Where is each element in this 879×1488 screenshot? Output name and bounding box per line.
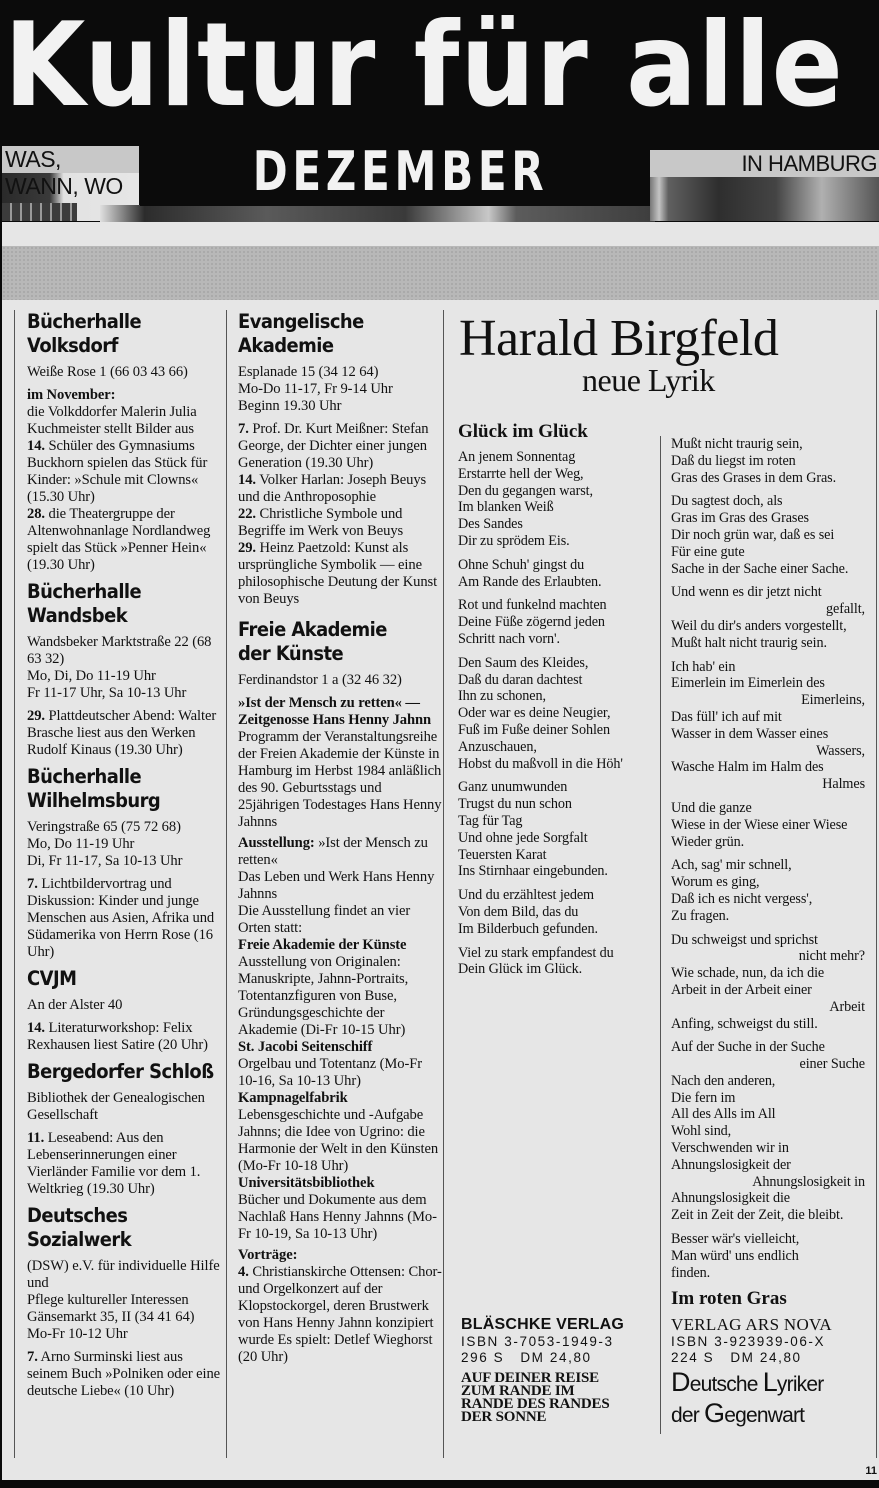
program-block <box>238 695 443 1366</box>
poem-line: Ich hab' ein <box>671 658 736 675</box>
venue-address: Bibliothek der Genealogischen Gesellschaft <box>27 1090 205 1123</box>
event-item: 22. Christliche Symbole und Begriffe im Werk von Beuys <box>238 506 404 539</box>
column-venues-1 <box>14 310 226 1458</box>
venue-title: CVJM <box>27 967 77 990</box>
poem-line: Die fern im <box>671 1089 736 1106</box>
poem-line: Im Bilderbuch gefunden. <box>458 920 598 937</box>
poem-title: Glück im Glück <box>458 421 588 442</box>
poem-line: Daß du liegst im roten <box>671 452 796 469</box>
poem-line: Du sagtest doch, als <box>671 493 783 510</box>
event-item: 14. Volker Harlan: Joseph Beuys und die Anthroposophie <box>238 472 427 505</box>
poem-line: Eimerleins, <box>801 692 865 709</box>
venue-address: Ferdinandstor 1 a (32 46 32) <box>238 672 402 688</box>
event-item: 7. Arno Surminski liest aus seinem Buch »Polniken oder eine deutsche Liebe« (10 Uhr) <box>27 1349 221 1399</box>
venue-address: Veringstraße 65 (75 72 68) Mo, Do 11-19 Uhr Di, Fr 11-17, Sa 10-13 Uhr <box>27 819 183 869</box>
stanza <box>671 1039 865 1224</box>
publisher-blaeschke <box>461 1316 656 1424</box>
venue-freie-akademie <box>238 618 443 1366</box>
poem-line: Worum es ging, <box>671 874 760 891</box>
poem-line: Von dem Bild, das du <box>458 903 579 920</box>
poem-line: Zu fragen. <box>671 907 730 924</box>
venue-title: Bergedorfer Schloß <box>27 1060 214 1083</box>
program-title: »Ist der Mensch zu retten« — Zeitgenosse Hans Henny Jahnn <box>238 695 432 728</box>
poem-line: Wieder grün. <box>671 833 745 850</box>
poem-line: Dir noch grün war, daß es sei <box>671 526 835 543</box>
poem-line: Daß du daran dachtest <box>458 671 583 688</box>
venue-address: Weiße Rose 1 (66 03 43 66) <box>27 364 188 380</box>
poem-body <box>458 449 658 978</box>
exhibition-text: Das Leben und Werk Hans Henny Jahnns <box>238 869 435 902</box>
venue-cvjm <box>27 967 226 1054</box>
stanza <box>671 800 865 850</box>
poem-line: einer Suche <box>799 1056 865 1073</box>
poem-line: Anfing, schweigst du still. <box>671 1015 818 1032</box>
poem-line: Schritt nach vorn'. <box>458 630 560 647</box>
poem-line: Teuersten Karat <box>458 846 547 863</box>
column-venues-2 <box>226 310 444 1458</box>
masthead <box>0 0 879 222</box>
poem-line: Arbeit <box>829 998 865 1015</box>
poem-line: finden. <box>671 1264 711 1281</box>
month-banner <box>140 138 650 206</box>
poem-line: All des Alls im All <box>671 1106 776 1123</box>
venue-events <box>27 387 226 574</box>
poem-line: Wiese in der Wiese einer Wiese <box>671 816 848 833</box>
series-title: Deutsche Lyriker der Gegenwart <box>671 1367 824 1428</box>
venue-buecherhalle-wilhelmsburg <box>27 765 226 961</box>
poem-line: Am Rande des Erlaubten. <box>458 573 602 590</box>
poem-line: Das füll' ich auf mit <box>671 708 782 725</box>
stanza <box>458 655 658 773</box>
poem-line: Wasche Halm im Halm des <box>671 759 824 776</box>
event-item: 7. Prof. Dr. Kurt Meißner: Stefan George, der Dichter einer jungen Generation (19.30 Uhr) <box>238 421 429 471</box>
poem-line: Und du erzähltest jedem <box>458 887 594 904</box>
poem-line: Ach, sag' mir schnell, <box>671 857 792 874</box>
location-item: Freie Akademie der Künste Ausstellung von Originalen: Manuskripte, Jahnn-Portraits, Totentanzfiguren von Buse, Gründungsgeschichte der Akademie (Di-Fr 10-15 Uhr) <box>238 937 409 1038</box>
header-photo-middle <box>100 205 655 222</box>
venue-buecherhalle-volksdorf <box>27 310 226 574</box>
poem-line: Halmes <box>822 776 865 793</box>
poem-line: Und ohne jede Sorgfalt <box>458 829 588 846</box>
stanza <box>671 1231 865 1281</box>
poem-line: Man würd' uns endlich <box>671 1247 799 1264</box>
event-item: 7. Lichtbildervortrag und Diskussion: Kinder und junge Menschen aus Asien, Afrika und Südamerika von Herrn Rose (16 Uhr) <box>27 876 215 960</box>
poem-line: Dein Glück im Glück. <box>458 961 583 978</box>
poem-line: Ihn zu schonen, <box>458 688 546 705</box>
poem-line: Oder war es deine Neugier, <box>458 705 611 722</box>
header-photo-right <box>650 177 879 221</box>
poem-line: Dir zu sprödem Eis. <box>458 532 570 549</box>
venue-title: Bücherhalle Wilhelmsburg <box>27 765 161 812</box>
poem-line: Erstarrte hell der Weg, <box>458 465 584 482</box>
event-item: 14. Schüler des Gymnasiums Buckhorn spielen das Stück für Kinder: »Schule mit Clowns« (15.30 Uhr) <box>27 438 208 505</box>
poem-line: Fuß im Fuße deiner Sohlen <box>458 721 610 738</box>
poem-line: gefallt, <box>826 601 865 618</box>
page-title: Kultur für alle <box>4 0 844 133</box>
venue-events <box>238 421 443 608</box>
poem-line: Gras des Grases in dem Gras. <box>671 469 837 486</box>
poem-line: Ins Stirnhaar eingebunden. <box>458 863 608 880</box>
lectures-heading: Vorträge: <box>238 1247 298 1263</box>
isbn: ISBN 3-923939-06-X <box>671 1334 826 1349</box>
event-item: 29. Plattdeutscher Abend: Walter Brasche liest aus den Werken Rudolf Kinaus (19.30 Uhr) <box>27 708 217 758</box>
poem-line: Verschwenden wir in <box>671 1140 789 1157</box>
lyrik-subtitle: neue Lyrik <box>582 362 715 398</box>
stanza <box>458 887 658 937</box>
month-label: DEZEMBER <box>253 140 549 203</box>
poem-line: Besser wär's vielleicht, <box>671 1231 800 1248</box>
poem-line: Zeit in Zeit der Zeit, die bleibt. <box>671 1207 844 1224</box>
venue-bergedorfer-schloss <box>27 1060 226 1198</box>
tagline-right: IN HAMBURG <box>650 150 879 177</box>
exhibition: Ausstellung: »Ist der Mensch zu retten« <box>238 835 428 868</box>
poem-line: Wohl sind, <box>671 1123 732 1140</box>
poem-line: Hobst du maßvoll in die Höh' <box>458 755 623 772</box>
stanza <box>671 659 865 793</box>
page-body <box>2 222 879 1480</box>
stanza <box>671 436 865 486</box>
poem-line: Rot und funkelnd machten <box>458 597 607 614</box>
event-item: im November: die Volkddorfer Malerin Julia Kuchmeister stellt Bilder aus <box>27 387 197 437</box>
stanza <box>458 779 658 880</box>
poem-line: Du schweigst und sprichst <box>671 931 818 948</box>
program-text: Programm der Veranstaltungsreihe der Freien Akademie der Künste in Hamburg im Herbst 1984 anläßlich des 90. Geburtsstags und 25jährigen Todestages Hans Henny Jahnns <box>238 729 442 830</box>
poem-line: Ahnungslosigkeit in <box>752 1173 865 1190</box>
stanza <box>671 932 865 1033</box>
poem-line: Sache in der Sache einer Sache. <box>671 560 849 577</box>
poem-title: Im roten Gras <box>671 1288 787 1310</box>
poem-line: Mußt nicht traurig sein, <box>671 436 803 452</box>
poem-line: Anzuschauen, <box>458 738 537 755</box>
venue-buecherhalle-wandsbek <box>27 580 226 759</box>
venue-address: An der Alster 40 <box>27 997 123 1013</box>
event-item: 11. Leseabend: Aus den Lebenserinnerungen einer Vierländer Familie vor dem 1. Weltkrieg (19.30 Uhr) <box>27 1130 201 1197</box>
poem-line: Ohne Schuh' gingst du <box>458 556 585 573</box>
poem-glueck-im-glueck <box>458 420 658 985</box>
exhibition-note: Die Ausstellung findet an vier Orten statt: <box>238 903 411 936</box>
pages-price: 296 S DM 24,80 <box>461 1350 592 1365</box>
venue-title: Bücherhalle Wandsbek <box>27 580 142 627</box>
venue-address: (DSW) e.V. für individuelle Hilfe und Pflege kultureller Interessen Gänsemarkt 35, II (34 41 64) Mo-Fr 10-12 Uhr <box>27 1258 220 1342</box>
stanza <box>458 449 658 550</box>
publisher-name: VERLAG ARS NOVA <box>671 1315 832 1334</box>
lyrik-advertisement <box>447 310 877 1458</box>
stanza <box>671 493 865 577</box>
venue-title: Freie Akademie der Künste <box>238 618 387 665</box>
poem-line: Arbeit in der Arbeit einer <box>671 981 812 998</box>
publisher-name: BLÄSCHKE VERLAG <box>461 1316 625 1333</box>
publisher-ars-nova <box>660 1304 865 1434</box>
event-item: 14. Literaturworkshop: Felix Rexhausen liest Satire (20 Uhr) <box>27 1020 208 1053</box>
event-item: 29. Heinz Paetzold: Kunst als ursprüngliche Symbolik — eine philosophische Deutung der Kunst von Beuys <box>238 540 438 607</box>
venue-deutsches-sozialwerk <box>27 1204 226 1400</box>
poem-line: Daß ich es nicht vergess', <box>671 890 813 907</box>
poem-line: Tag für Tag <box>458 812 523 829</box>
poem-line: Weil du dir's anders vorgestellt, <box>671 617 847 634</box>
poem-line: Den Saum des Kleides, <box>458 654 589 671</box>
poem-line: Ahnungslosigkeit die <box>671 1190 790 1207</box>
poem-line: Nach den anderen, <box>671 1072 776 1089</box>
poem-line: Wassers, <box>816 742 865 759</box>
book-title: AUF DEINER REISE ZUM RANDE IM RANDE DES RANDES DER SONNE <box>461 1370 610 1425</box>
poem-line: Auf der Suche in der Suche <box>671 1039 825 1056</box>
poem-line: Ganz unumwunden <box>458 779 568 796</box>
poem-line: Trugst du nun schon <box>458 796 572 813</box>
poem-line: Deine Füße zögernd jeden <box>458 614 605 631</box>
venue-title: Deutsches Sozialwerk <box>27 1204 132 1251</box>
pages-price: 224 S DM 24,80 <box>671 1350 802 1365</box>
stanza <box>458 597 658 647</box>
poem-line: Für eine gute <box>671 543 745 560</box>
isbn: ISBN 3-7053-1949-3 <box>461 1334 614 1349</box>
tagline-left: WAS, WANN, WO <box>2 146 139 173</box>
poem-line: Wie schade, nun, da ich die <box>671 965 825 982</box>
poem-line: Und wenn es dir jetzt nicht <box>671 584 822 601</box>
poem-line: Ahnungslosigkeit der <box>671 1156 791 1173</box>
event-item: 28. die Theatergruppe der Altenwohnanlage Nordlandweg spielt das Stück »Penner Hein« (19.30 Uhr) <box>27 506 211 573</box>
stanza <box>458 945 658 979</box>
venue-title: Bücherhalle Volksdorf <box>27 310 142 357</box>
location-item: St. Jacobi Seitenschiff Orgelbau und Totentanz (Mo-Fr 10-16, Sa 10-13 Uhr) <box>238 1039 423 1089</box>
venue-address: Wandsbeker Marktstraße 22 (68 63 32) Mo, Di, Do 11-19 Uhr Fr 11-17 Uhr, Sa 10-13 Uhr <box>27 634 212 701</box>
poem-im-roten-gras <box>660 436 865 1326</box>
venue-address: Esplanade 15 (34 12 64) Mo-Do 11-17, Fr 9-14 Uhr Beginn 19.30 Uhr <box>238 364 393 414</box>
poem-line: Wasser in dem Wasser eines <box>671 725 829 742</box>
poem-line: nicht mehr? <box>798 948 865 965</box>
stanza <box>671 857 865 924</box>
poem-line: Im blanken Weiß <box>458 499 554 516</box>
poem-line: An jenem Sonnentag <box>458 449 576 465</box>
poem-line: Gras im Gras des Grases <box>671 510 809 527</box>
stanza <box>458 557 658 591</box>
poem-line: Des Sandes <box>458 516 523 533</box>
page-number: 11 <box>865 1465 877 1477</box>
venue-title: Evangelische Akademie <box>238 310 364 357</box>
venue-evangelische-akademie <box>238 310 443 608</box>
poem-line: Den du gegangen warst, <box>458 482 593 499</box>
location-item: Kampnagelfabrik Lebensgeschichte und -Aufgabe Jahnns; die Idee von Ugrino: die Harmonie der Welt in den Künsten (Mo-Fr 10-18 Uhr) <box>238 1090 439 1174</box>
poem-line: Mußt halt nicht traurig sein. <box>671 634 827 651</box>
poem-body <box>671 436 865 1281</box>
author-name: Harald Birgfeld <box>459 310 779 367</box>
poem-line: Viel zu stark empfandest du <box>458 944 614 961</box>
stanza <box>671 584 865 651</box>
bottom-border <box>0 1480 879 1488</box>
lecture-item: 4. Christianskirche Ottensen: Chor- und Orgelkonzert auf der Klopstockorgel, deren Brustwerk von Hans Henny Jahnn konzipiert wurde Es spielt: Detlef Wieghorst (20 Uhr) <box>238 1264 442 1365</box>
location-item: Universitätsbibliothek Bücher und Dokumente aus dem Nachlaß Hans Henny Jahnns (Mo-Fr 10-19, Sa 10-13 Uhr) <box>238 1175 437 1242</box>
poem-line: Eimerlein im Eimerlein des <box>671 675 825 692</box>
gray-band-divider <box>2 246 879 300</box>
poem-line: Und die ganze <box>671 799 752 816</box>
